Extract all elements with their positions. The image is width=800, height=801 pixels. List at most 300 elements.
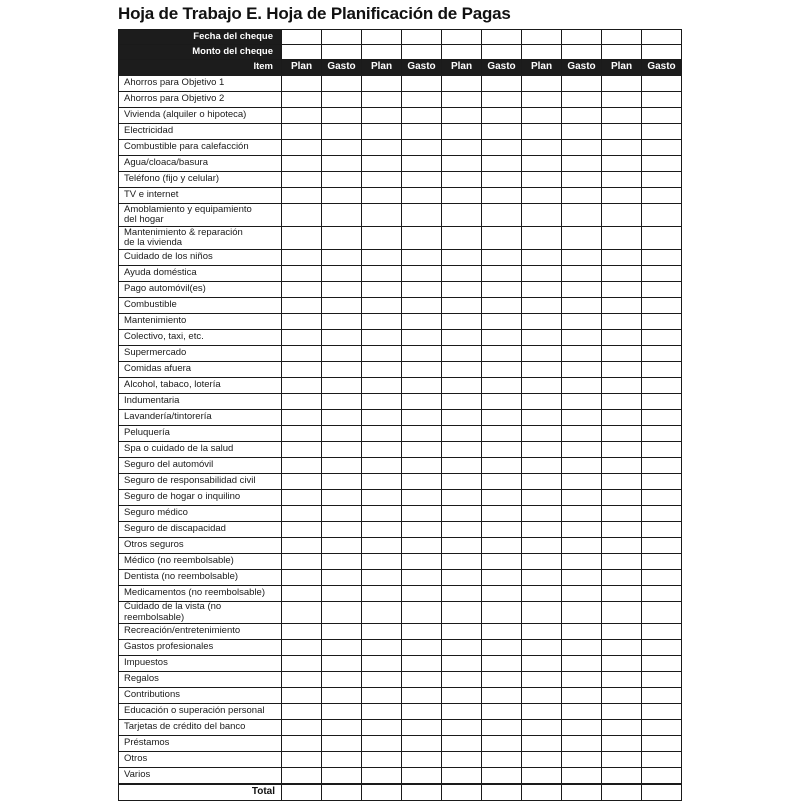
item-expense-cell[interactable]: [402, 92, 442, 108]
item-expense-cell[interactable]: [322, 394, 362, 410]
item-expense-cell[interactable]: [322, 330, 362, 346]
item-plan-cell[interactable]: [442, 656, 482, 672]
item-plan-cell[interactable]: [362, 458, 402, 474]
item-plan-cell[interactable]: [602, 624, 642, 640]
item-expense-cell[interactable]: [642, 688, 682, 704]
item-expense-cell[interactable]: [482, 704, 522, 720]
item-expense-cell[interactable]: [642, 586, 682, 602]
item-expense-cell[interactable]: [402, 586, 442, 602]
item-plan-cell[interactable]: [442, 124, 482, 140]
item-expense-cell[interactable]: [642, 362, 682, 378]
item-expense-cell[interactable]: [642, 752, 682, 768]
item-expense-cell[interactable]: [482, 624, 522, 640]
item-plan-cell[interactable]: [442, 172, 482, 188]
item-expense-cell[interactable]: [402, 394, 442, 410]
item-plan-cell[interactable]: [602, 640, 642, 656]
item-expense-cell[interactable]: [642, 330, 682, 346]
item-expense-cell[interactable]: [322, 314, 362, 330]
item-expense-cell[interactable]: [402, 656, 442, 672]
item-plan-cell[interactable]: [362, 752, 402, 768]
item-expense-cell[interactable]: [642, 250, 682, 266]
item-expense-cell[interactable]: [402, 688, 442, 704]
item-plan-cell[interactable]: [362, 156, 402, 172]
check-amount-cell[interactable]: [322, 45, 362, 60]
item-expense-cell[interactable]: [322, 656, 362, 672]
item-plan-cell[interactable]: [282, 156, 322, 172]
item-expense-cell[interactable]: [642, 522, 682, 538]
item-expense-cell[interactable]: [322, 458, 362, 474]
item-expense-cell[interactable]: [562, 75, 602, 92]
item-plan-cell[interactable]: [442, 75, 482, 92]
item-plan-cell[interactable]: [282, 108, 322, 124]
check-amount-cell[interactable]: [362, 45, 402, 60]
item-plan-cell[interactable]: [362, 124, 402, 140]
item-plan-cell[interactable]: [442, 570, 482, 586]
item-expense-cell[interactable]: [642, 442, 682, 458]
item-expense-cell[interactable]: [482, 346, 522, 362]
item-expense-cell[interactable]: [322, 426, 362, 442]
item-plan-cell[interactable]: [522, 140, 562, 156]
item-plan-cell[interactable]: [442, 688, 482, 704]
item-plan-cell[interactable]: [282, 458, 322, 474]
check-amount-cell[interactable]: [482, 45, 522, 60]
item-expense-cell[interactable]: [642, 458, 682, 474]
item-expense-cell[interactable]: [402, 330, 442, 346]
total-expense-cell[interactable]: [562, 784, 602, 801]
item-plan-cell[interactable]: [362, 378, 402, 394]
item-expense-cell[interactable]: [562, 506, 602, 522]
item-expense-cell[interactable]: [482, 378, 522, 394]
item-expense-cell[interactable]: [322, 378, 362, 394]
item-plan-cell[interactable]: [602, 204, 642, 227]
item-plan-cell[interactable]: [442, 752, 482, 768]
item-plan-cell[interactable]: [602, 108, 642, 124]
item-plan-cell[interactable]: [282, 394, 322, 410]
item-expense-cell[interactable]: [402, 156, 442, 172]
item-expense-cell[interactable]: [642, 266, 682, 282]
item-expense-cell[interactable]: [482, 227, 522, 250]
item-plan-cell[interactable]: [362, 282, 402, 298]
item-expense-cell[interactable]: [642, 394, 682, 410]
item-plan-cell[interactable]: [282, 362, 322, 378]
item-plan-cell[interactable]: [362, 362, 402, 378]
item-expense-cell[interactable]: [562, 656, 602, 672]
item-plan-cell[interactable]: [282, 282, 322, 298]
item-plan-cell[interactable]: [362, 92, 402, 108]
item-expense-cell[interactable]: [562, 156, 602, 172]
item-expense-cell[interactable]: [642, 474, 682, 490]
item-plan-cell[interactable]: [602, 538, 642, 554]
item-expense-cell[interactable]: [322, 720, 362, 736]
check-amount-cell[interactable]: [562, 45, 602, 60]
item-plan-cell[interactable]: [522, 442, 562, 458]
item-plan-cell[interactable]: [442, 736, 482, 752]
item-plan-cell[interactable]: [602, 704, 642, 720]
item-plan-cell[interactable]: [602, 458, 642, 474]
item-plan-cell[interactable]: [602, 410, 642, 426]
item-expense-cell[interactable]: [402, 250, 442, 266]
item-expense-cell[interactable]: [562, 554, 602, 570]
item-expense-cell[interactable]: [562, 330, 602, 346]
item-expense-cell[interactable]: [402, 474, 442, 490]
item-plan-cell[interactable]: [522, 458, 562, 474]
item-plan-cell[interactable]: [442, 140, 482, 156]
item-plan-cell[interactable]: [442, 282, 482, 298]
item-plan-cell[interactable]: [602, 250, 642, 266]
item-expense-cell[interactable]: [482, 570, 522, 586]
item-expense-cell[interactable]: [482, 362, 522, 378]
item-plan-cell[interactable]: [282, 140, 322, 156]
item-plan-cell[interactable]: [522, 172, 562, 188]
check-amount-cell[interactable]: [602, 45, 642, 60]
item-expense-cell[interactable]: [562, 188, 602, 204]
item-plan-cell[interactable]: [522, 474, 562, 490]
item-expense-cell[interactable]: [482, 124, 522, 140]
item-plan-cell[interactable]: [362, 250, 402, 266]
item-plan-cell[interactable]: [442, 250, 482, 266]
item-expense-cell[interactable]: [482, 314, 522, 330]
item-plan-cell[interactable]: [602, 140, 642, 156]
item-plan-cell[interactable]: [282, 426, 322, 442]
item-plan-cell[interactable]: [442, 704, 482, 720]
item-plan-cell[interactable]: [282, 586, 322, 602]
item-plan-cell[interactable]: [522, 92, 562, 108]
item-plan-cell[interactable]: [602, 522, 642, 538]
item-plan-cell[interactable]: [362, 442, 402, 458]
item-plan-cell[interactable]: [362, 656, 402, 672]
item-expense-cell[interactable]: [562, 736, 602, 752]
item-plan-cell[interactable]: [442, 624, 482, 640]
item-expense-cell[interactable]: [402, 554, 442, 570]
item-expense-cell[interactable]: [482, 298, 522, 314]
item-plan-cell[interactable]: [362, 346, 402, 362]
item-expense-cell[interactable]: [322, 640, 362, 656]
item-plan-cell[interactable]: [602, 362, 642, 378]
item-plan-cell[interactable]: [282, 474, 322, 490]
item-expense-cell[interactable]: [642, 538, 682, 554]
item-plan-cell[interactable]: [362, 672, 402, 688]
item-plan-cell[interactable]: [282, 736, 322, 752]
check-date-cell[interactable]: [562, 30, 602, 45]
item-plan-cell[interactable]: [362, 506, 402, 522]
item-plan-cell[interactable]: [442, 378, 482, 394]
item-expense-cell[interactable]: [642, 204, 682, 227]
item-plan-cell[interactable]: [522, 330, 562, 346]
item-plan-cell[interactable]: [362, 140, 402, 156]
item-plan-cell[interactable]: [362, 426, 402, 442]
item-expense-cell[interactable]: [482, 768, 522, 785]
item-expense-cell[interactable]: [482, 656, 522, 672]
item-expense-cell[interactable]: [642, 624, 682, 640]
item-plan-cell[interactable]: [362, 688, 402, 704]
item-expense-cell[interactable]: [482, 250, 522, 266]
item-expense-cell[interactable]: [562, 298, 602, 314]
item-plan-cell[interactable]: [602, 330, 642, 346]
item-expense-cell[interactable]: [642, 188, 682, 204]
item-expense-cell[interactable]: [562, 426, 602, 442]
item-plan-cell[interactable]: [602, 92, 642, 108]
item-expense-cell[interactable]: [322, 538, 362, 554]
item-plan-cell[interactable]: [282, 640, 322, 656]
item-expense-cell[interactable]: [562, 720, 602, 736]
item-plan-cell[interactable]: [282, 75, 322, 92]
item-expense-cell[interactable]: [642, 490, 682, 506]
item-expense-cell[interactable]: [482, 442, 522, 458]
item-expense-cell[interactable]: [642, 75, 682, 92]
item-expense-cell[interactable]: [562, 672, 602, 688]
item-plan-cell[interactable]: [282, 688, 322, 704]
item-plan-cell[interactable]: [522, 426, 562, 442]
item-plan-cell[interactable]: [602, 752, 642, 768]
item-expense-cell[interactable]: [322, 250, 362, 266]
item-plan-cell[interactable]: [442, 586, 482, 602]
item-plan-cell[interactable]: [602, 474, 642, 490]
item-plan-cell[interactable]: [282, 298, 322, 314]
total-expense-cell[interactable]: [322, 784, 362, 801]
item-plan-cell[interactable]: [282, 554, 322, 570]
item-expense-cell[interactable]: [402, 640, 442, 656]
item-plan-cell[interactable]: [522, 624, 562, 640]
item-plan-cell[interactable]: [282, 346, 322, 362]
item-plan-cell[interactable]: [522, 394, 562, 410]
item-expense-cell[interactable]: [322, 554, 362, 570]
item-plan-cell[interactable]: [282, 538, 322, 554]
item-expense-cell[interactable]: [642, 602, 682, 624]
item-plan-cell[interactable]: [602, 188, 642, 204]
item-expense-cell[interactable]: [562, 602, 602, 624]
item-plan-cell[interactable]: [522, 75, 562, 92]
item-expense-cell[interactable]: [322, 410, 362, 426]
item-plan-cell[interactable]: [602, 672, 642, 688]
item-expense-cell[interactable]: [642, 227, 682, 250]
item-expense-cell[interactable]: [402, 172, 442, 188]
item-plan-cell[interactable]: [442, 266, 482, 282]
check-date-cell[interactable]: [282, 30, 322, 45]
item-expense-cell[interactable]: [562, 362, 602, 378]
item-expense-cell[interactable]: [482, 410, 522, 426]
item-plan-cell[interactable]: [602, 124, 642, 140]
item-expense-cell[interactable]: [322, 108, 362, 124]
item-plan-cell[interactable]: [282, 752, 322, 768]
item-plan-cell[interactable]: [362, 227, 402, 250]
item-expense-cell[interactable]: [642, 506, 682, 522]
item-plan-cell[interactable]: [362, 570, 402, 586]
item-expense-cell[interactable]: [562, 346, 602, 362]
item-plan-cell[interactable]: [602, 266, 642, 282]
item-plan-cell[interactable]: [522, 314, 562, 330]
item-expense-cell[interactable]: [642, 672, 682, 688]
item-expense-cell[interactable]: [402, 458, 442, 474]
item-plan-cell[interactable]: [282, 172, 322, 188]
item-expense-cell[interactable]: [562, 92, 602, 108]
item-plan-cell[interactable]: [362, 394, 402, 410]
item-expense-cell[interactable]: [402, 624, 442, 640]
item-plan-cell[interactable]: [522, 282, 562, 298]
item-plan-cell[interactable]: [362, 736, 402, 752]
item-plan-cell[interactable]: [442, 156, 482, 172]
item-expense-cell[interactable]: [482, 538, 522, 554]
item-expense-cell[interactable]: [562, 140, 602, 156]
item-plan-cell[interactable]: [282, 330, 322, 346]
item-expense-cell[interactable]: [482, 736, 522, 752]
item-expense-cell[interactable]: [562, 108, 602, 124]
check-amount-cell[interactable]: [642, 45, 682, 60]
item-plan-cell[interactable]: [362, 586, 402, 602]
item-plan-cell[interactable]: [442, 474, 482, 490]
item-expense-cell[interactable]: [482, 522, 522, 538]
item-plan-cell[interactable]: [602, 736, 642, 752]
item-expense-cell[interactable]: [562, 538, 602, 554]
item-expense-cell[interactable]: [402, 672, 442, 688]
item-expense-cell[interactable]: [642, 156, 682, 172]
item-expense-cell[interactable]: [402, 378, 442, 394]
item-expense-cell[interactable]: [562, 704, 602, 720]
item-plan-cell[interactable]: [522, 752, 562, 768]
item-expense-cell[interactable]: [402, 490, 442, 506]
item-expense-cell[interactable]: [402, 570, 442, 586]
item-plan-cell[interactable]: [282, 188, 322, 204]
item-plan-cell[interactable]: [602, 394, 642, 410]
item-expense-cell[interactable]: [402, 188, 442, 204]
item-plan-cell[interactable]: [442, 554, 482, 570]
item-plan-cell[interactable]: [602, 227, 642, 250]
item-expense-cell[interactable]: [322, 172, 362, 188]
total-plan-cell[interactable]: [442, 784, 482, 801]
item-plan-cell[interactable]: [442, 227, 482, 250]
item-plan-cell[interactable]: [442, 346, 482, 362]
check-date-cell[interactable]: [362, 30, 402, 45]
item-expense-cell[interactable]: [562, 490, 602, 506]
item-expense-cell[interactable]: [482, 92, 522, 108]
item-expense-cell[interactable]: [322, 570, 362, 586]
item-expense-cell[interactable]: [562, 266, 602, 282]
item-expense-cell[interactable]: [562, 640, 602, 656]
item-expense-cell[interactable]: [482, 688, 522, 704]
item-expense-cell[interactable]: [642, 298, 682, 314]
item-expense-cell[interactable]: [642, 124, 682, 140]
item-expense-cell[interactable]: [482, 586, 522, 602]
item-expense-cell[interactable]: [642, 720, 682, 736]
item-plan-cell[interactable]: [602, 602, 642, 624]
item-expense-cell[interactable]: [642, 640, 682, 656]
item-plan-cell[interactable]: [362, 538, 402, 554]
item-expense-cell[interactable]: [562, 124, 602, 140]
item-plan-cell[interactable]: [602, 490, 642, 506]
item-plan-cell[interactable]: [282, 656, 322, 672]
item-expense-cell[interactable]: [402, 75, 442, 92]
item-plan-cell[interactable]: [362, 298, 402, 314]
check-date-cell[interactable]: [402, 30, 442, 45]
item-expense-cell[interactable]: [482, 672, 522, 688]
item-plan-cell[interactable]: [282, 227, 322, 250]
item-plan-cell[interactable]: [442, 522, 482, 538]
item-expense-cell[interactable]: [642, 346, 682, 362]
item-plan-cell[interactable]: [282, 124, 322, 140]
item-expense-cell[interactable]: [322, 92, 362, 108]
item-plan-cell[interactable]: [522, 522, 562, 538]
item-expense-cell[interactable]: [402, 314, 442, 330]
item-plan-cell[interactable]: [522, 250, 562, 266]
item-plan-cell[interactable]: [522, 506, 562, 522]
item-plan-cell[interactable]: [282, 704, 322, 720]
item-plan-cell[interactable]: [442, 298, 482, 314]
item-plan-cell[interactable]: [522, 362, 562, 378]
item-expense-cell[interactable]: [402, 506, 442, 522]
item-expense-cell[interactable]: [322, 474, 362, 490]
item-plan-cell[interactable]: [442, 720, 482, 736]
item-expense-cell[interactable]: [322, 362, 362, 378]
item-plan-cell[interactable]: [522, 640, 562, 656]
item-expense-cell[interactable]: [402, 426, 442, 442]
item-plan-cell[interactable]: [442, 458, 482, 474]
item-expense-cell[interactable]: [402, 298, 442, 314]
item-plan-cell[interactable]: [602, 298, 642, 314]
item-plan-cell[interactable]: [442, 538, 482, 554]
item-plan-cell[interactable]: [522, 720, 562, 736]
item-expense-cell[interactable]: [482, 640, 522, 656]
item-plan-cell[interactable]: [522, 346, 562, 362]
item-plan-cell[interactable]: [442, 426, 482, 442]
item-expense-cell[interactable]: [482, 554, 522, 570]
item-plan-cell[interactable]: [442, 330, 482, 346]
check-date-cell[interactable]: [642, 30, 682, 45]
item-expense-cell[interactable]: [482, 188, 522, 204]
item-expense-cell[interactable]: [562, 570, 602, 586]
item-plan-cell[interactable]: [362, 266, 402, 282]
item-plan-cell[interactable]: [442, 672, 482, 688]
check-date-cell[interactable]: [522, 30, 562, 45]
item-expense-cell[interactable]: [562, 282, 602, 298]
item-plan-cell[interactable]: [282, 570, 322, 586]
item-plan-cell[interactable]: [442, 108, 482, 124]
item-plan-cell[interactable]: [362, 204, 402, 227]
item-plan-cell[interactable]: [522, 602, 562, 624]
item-expense-cell[interactable]: [562, 586, 602, 602]
item-expense-cell[interactable]: [562, 522, 602, 538]
item-plan-cell[interactable]: [442, 490, 482, 506]
item-expense-cell[interactable]: [402, 282, 442, 298]
item-plan-cell[interactable]: [282, 410, 322, 426]
item-expense-cell[interactable]: [562, 442, 602, 458]
item-expense-cell[interactable]: [642, 570, 682, 586]
check-date-cell[interactable]: [442, 30, 482, 45]
item-expense-cell[interactable]: [482, 282, 522, 298]
total-plan-cell[interactable]: [362, 784, 402, 801]
item-expense-cell[interactable]: [482, 75, 522, 92]
item-plan-cell[interactable]: [282, 506, 322, 522]
item-plan-cell[interactable]: [522, 570, 562, 586]
item-expense-cell[interactable]: [642, 378, 682, 394]
item-plan-cell[interactable]: [362, 108, 402, 124]
item-plan-cell[interactable]: [442, 394, 482, 410]
item-plan-cell[interactable]: [522, 124, 562, 140]
item-plan-cell[interactable]: [362, 554, 402, 570]
total-plan-cell[interactable]: [602, 784, 642, 801]
item-plan-cell[interactable]: [602, 346, 642, 362]
item-expense-cell[interactable]: [402, 227, 442, 250]
item-expense-cell[interactable]: [642, 554, 682, 570]
item-expense-cell[interactable]: [402, 752, 442, 768]
item-plan-cell[interactable]: [362, 474, 402, 490]
item-plan-cell[interactable]: [602, 156, 642, 172]
item-expense-cell[interactable]: [402, 522, 442, 538]
item-expense-cell[interactable]: [562, 204, 602, 227]
item-expense-cell[interactable]: [562, 172, 602, 188]
item-expense-cell[interactable]: [562, 314, 602, 330]
item-plan-cell[interactable]: [602, 314, 642, 330]
item-expense-cell[interactable]: [402, 266, 442, 282]
item-expense-cell[interactable]: [642, 108, 682, 124]
